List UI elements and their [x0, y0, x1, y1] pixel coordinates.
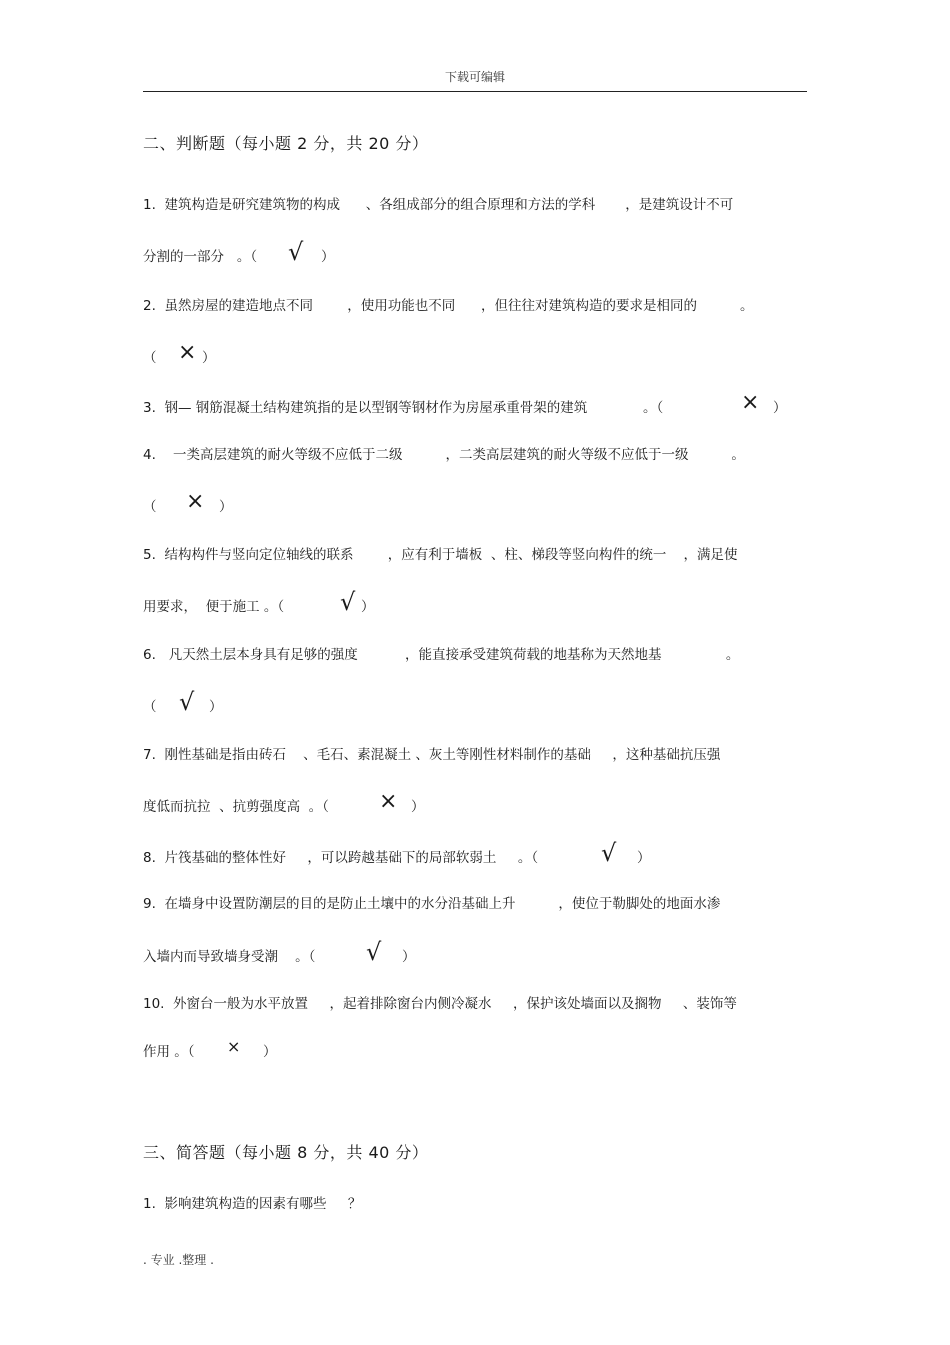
- question-4-line2-start: （: [143, 499, 157, 515]
- checkmark-icon: √: [340, 588, 356, 616]
- question-3-line1-start: 3. 钢— 钢筋混凝土结构建筑指的是以型钢等钢材作为房屋承重骨架的建筑 。（: [143, 400, 664, 416]
- cross-icon: ×: [227, 1037, 241, 1056]
- question-7-line2-start: 度低而抗拉 、抗剪强度高 。（: [143, 799, 329, 815]
- checkmark-icon: √: [601, 839, 617, 867]
- question-6-line2-end: ）: [209, 699, 223, 715]
- question-10-line2-start: 作用 。（: [143, 1044, 195, 1060]
- header-rule: [143, 91, 807, 92]
- question-5-line2-end: ）: [361, 599, 375, 615]
- question-3-line1-end: ）: [773, 400, 787, 416]
- cross-icon: ×: [186, 489, 205, 514]
- question-4-line2-end: ）: [219, 499, 233, 515]
- page-footer: . 专业 .整理 .: [143, 1253, 214, 1267]
- question-9-line2-end: ）: [402, 949, 416, 965]
- question-1-line2-start: 分割的一部分 。（: [143, 249, 258, 265]
- question-5-line1: 5. 结构构件与竖向定位轴线的联系 ，应有利于墙板 、柱、梯段等竖向构件的统一 ，满足使: [143, 547, 738, 563]
- short-question-1: 1. 影响建筑构造的因素有哪些 ？: [143, 1196, 362, 1212]
- question-1-line1: 1. 建筑构造是研究建筑物的构成 、各组成部分的组合原理和方法的学科 ，是建筑设计不可: [143, 197, 734, 213]
- checkmark-icon: √: [366, 938, 382, 966]
- question-6-line1: 6. 凡天然土层本身具有足够的强度 ，能直接承受建筑荷载的地基称为天然地基 。: [143, 647, 740, 663]
- question-7-line1: 7. 刚性基础是指由砖石 、毛石、素混凝土 、灰土等刚性材料制作的基础 ，这种基础抗压强: [143, 747, 721, 763]
- question-1-line2-end: ）: [321, 249, 335, 265]
- checkmark-icon: √: [179, 688, 195, 716]
- section-title-short-answer: 三、简答题（每小题 8 分，共 40 分）: [143, 1143, 429, 1162]
- question-8-line1-start: 8. 片筏基础的整体性好 ，可以跨越基础下的局部软弱土 。（: [143, 850, 539, 866]
- question-6-line2-start: （: [143, 699, 157, 715]
- cross-icon: ×: [741, 390, 760, 415]
- question-8-line1-end: ）: [637, 850, 651, 866]
- question-2-line2-end: ）: [202, 350, 216, 366]
- question-9-line1: 9. 在墙身中设置防潮层的目的是防止土壤中的水分沿基础上升 ，使位于勒脚处的地面水渗: [143, 896, 721, 912]
- question-2-line2-start: （: [143, 350, 157, 366]
- question-10-line1: 10. 外窗台一般为水平放置 ，起着排除窗台内侧冷凝水 ，保护该处墙面以及搁物 、装饰等: [143, 996, 737, 1012]
- cross-icon: ×: [178, 340, 197, 365]
- question-7-line2-end: ）: [411, 799, 425, 815]
- checkmark-icon: √: [288, 238, 304, 266]
- question-10-line2-end: ）: [263, 1044, 277, 1060]
- question-5-line2-start: 用要求， 便于施工 。（: [143, 599, 285, 615]
- cross-icon: ×: [379, 789, 398, 814]
- question-9-line2-start: 入墙内而导致墙身受潮 。（: [143, 949, 316, 965]
- question-4-line1: 4. 一类高层建筑的耐火等级不应低于二级 ，二类高层建筑的耐火等级不应低于一级 。: [143, 447, 745, 463]
- question-2-line1: 2. 虽然房屋的建造地点不同 ，使用功能也不同 ，但往往对建筑构造的要求是相同的 。: [143, 298, 754, 314]
- section-title-judgment: 二、判断题（每小题 2 分，共 20 分）: [143, 134, 429, 153]
- page-header: 下载可编辑: [444, 70, 505, 84]
